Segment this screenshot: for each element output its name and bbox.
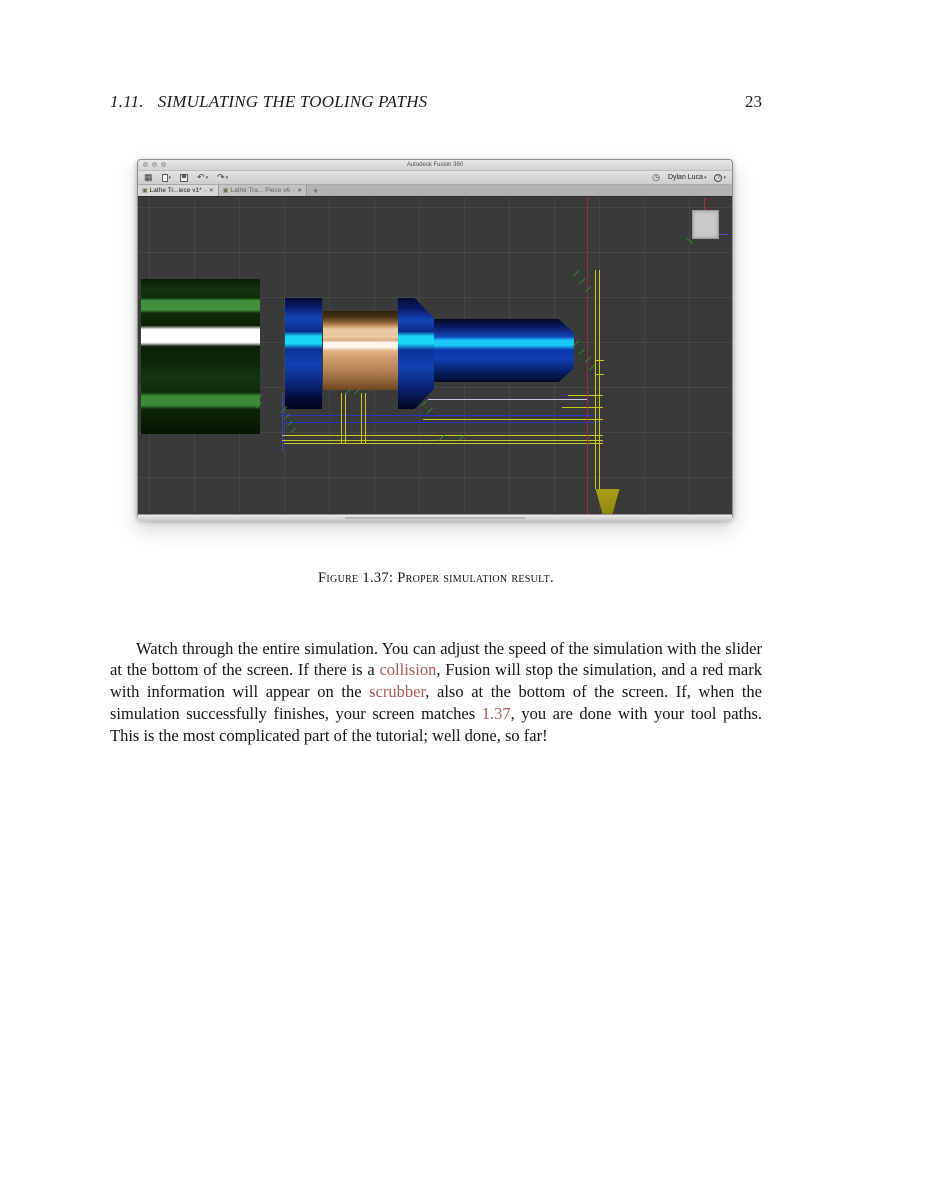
paragraph-text: , you are done with your tool paths. This is the most complicated part of the tutorial; well done, so far!: [110, 703, 762, 745]
toolpath-line: [562, 407, 603, 408]
part-copper-section: [323, 311, 398, 390]
user-account-button[interactable]: [668, 174, 707, 181]
timeline-scrubber[interactable]: [345, 517, 525, 519]
caret-down-icon: ▾: [723, 174, 726, 181]
help-button[interactable]: [714, 174, 726, 182]
tab-label: Lathe Tr...iece v1*: [149, 187, 202, 194]
section-title: SIMULATING THE TOOLING PATHS: [157, 92, 428, 111]
section-number: 1.11.: [110, 92, 144, 111]
document-tabbar: [138, 185, 732, 197]
document-icon: ▣: [222, 188, 229, 194]
running-head: [110, 92, 762, 112]
toolpath-hatch-mark: [579, 348, 585, 354]
paragraph-text: Watch through the entire simulation. You can adjust the speed of the simulation with the slider at the bottom of the screen. If there is a: [110, 638, 762, 680]
clock-icon: ◷: [652, 172, 660, 182]
help-icon: ?: [714, 174, 722, 182]
stock-chuck-cylinder: [141, 279, 260, 434]
file-icon: [162, 174, 168, 182]
toolbar-left-group: [144, 173, 228, 182]
part-flange-right: [398, 298, 434, 409]
sync-status-icon: ○: [203, 187, 207, 194]
new-tab-button[interactable]: +: [313, 185, 319, 196]
tab-lathe-piece-v6[interactable]: [219, 185, 307, 196]
toolpath-hatch-mark: [290, 427, 296, 433]
job-status-button[interactable]: [652, 172, 660, 183]
reference-link[interactable]: scrubber: [369, 682, 426, 702]
document-icon: ▣: [142, 188, 148, 194]
running-head-title: [110, 92, 427, 112]
toolpath-hatch-mark: [579, 278, 585, 284]
tab-label: Lathe Tra... Piece v6: [230, 187, 291, 194]
toolpath-line: [282, 415, 598, 416]
undo-button[interactable]: [197, 173, 208, 182]
paragraph-text: , Fusion will stop the simulation, and a red mark with information will appear on the: [110, 660, 763, 702]
close-tab-icon[interactable]: ✕: [297, 188, 303, 194]
caret-down-icon: ▾: [205, 174, 209, 181]
toolpath-line: [341, 393, 342, 443]
toolpath-line: [423, 419, 603, 420]
close-tab-icon[interactable]: ✕: [208, 188, 214, 194]
toolpath-line: [365, 393, 366, 443]
window-bottom-bar: [138, 514, 732, 521]
page-number: 23: [745, 92, 762, 111]
toolpath-hatch-mark: [585, 286, 591, 292]
toolpath-hatch-mark: [427, 407, 433, 413]
toolpath-line: [568, 395, 603, 396]
body-paragraph: [110, 638, 762, 747]
save-icon: [180, 174, 188, 182]
x-axis-tick: [704, 198, 705, 210]
3d-viewport-canvas[interactable]: [138, 197, 732, 514]
reference-link[interactable]: collision: [379, 660, 437, 680]
cutting-tool-insert: [595, 489, 620, 514]
sync-status-icon: ○: [292, 187, 296, 194]
undo-icon: ↶: [197, 172, 205, 182]
toolbar-right-group: [652, 172, 726, 183]
toolpath-line: [587, 197, 588, 514]
part-flange-left: [285, 298, 322, 409]
tab-lathe-piece-v1[interactable]: [138, 185, 219, 196]
toolpath-line: [599, 270, 600, 489]
reference-link[interactable]: 1.37: [481, 703, 511, 723]
caret-down-icon: ▾: [168, 174, 172, 181]
data-panel-icon: ▦: [144, 172, 153, 182]
toolpath-line: [282, 393, 283, 451]
app-toolbar: [138, 171, 732, 185]
toolpath-hatch-mark: [573, 270, 579, 276]
paragraph-text: , also at the bottom of the screen. If, when the simulation successfully finishes, your screen matches: [110, 682, 762, 723]
user-name: Dylan Luca: [667, 174, 703, 181]
redo-button[interactable]: [217, 173, 228, 182]
toolpath-line: [282, 440, 603, 441]
z-axis-tick: [719, 234, 728, 235]
data-panel-button[interactable]: [144, 173, 153, 182]
toolpath-line: [361, 393, 362, 443]
caret-down-icon: ▾: [703, 174, 707, 181]
fusion-window: [137, 159, 733, 519]
toolpath-line: [595, 270, 596, 489]
toolpath-line: [345, 393, 346, 443]
figure-caption-text: Proper simulation result.: [397, 570, 554, 586]
file-menu-button[interactable]: [162, 174, 172, 182]
figure-caption-label: Figure 1.37:: [318, 570, 394, 586]
toolpath-hatch-mark: [585, 356, 591, 362]
save-button[interactable]: [180, 174, 188, 182]
window-title: Autodesk Fusion 360: [406, 162, 464, 168]
part-shaft: [434, 319, 574, 382]
redo-icon: ↷: [217, 172, 225, 182]
toolpath-line: [284, 443, 603, 444]
window-titlebar[interactable]: [138, 160, 732, 171]
tool-orientation-widget[interactable]: [692, 210, 719, 239]
caret-down-icon: ▾: [225, 174, 229, 181]
figure-caption: [110, 570, 762, 587]
toolpath-line: [282, 422, 598, 423]
toolpath-line: [428, 399, 588, 400]
